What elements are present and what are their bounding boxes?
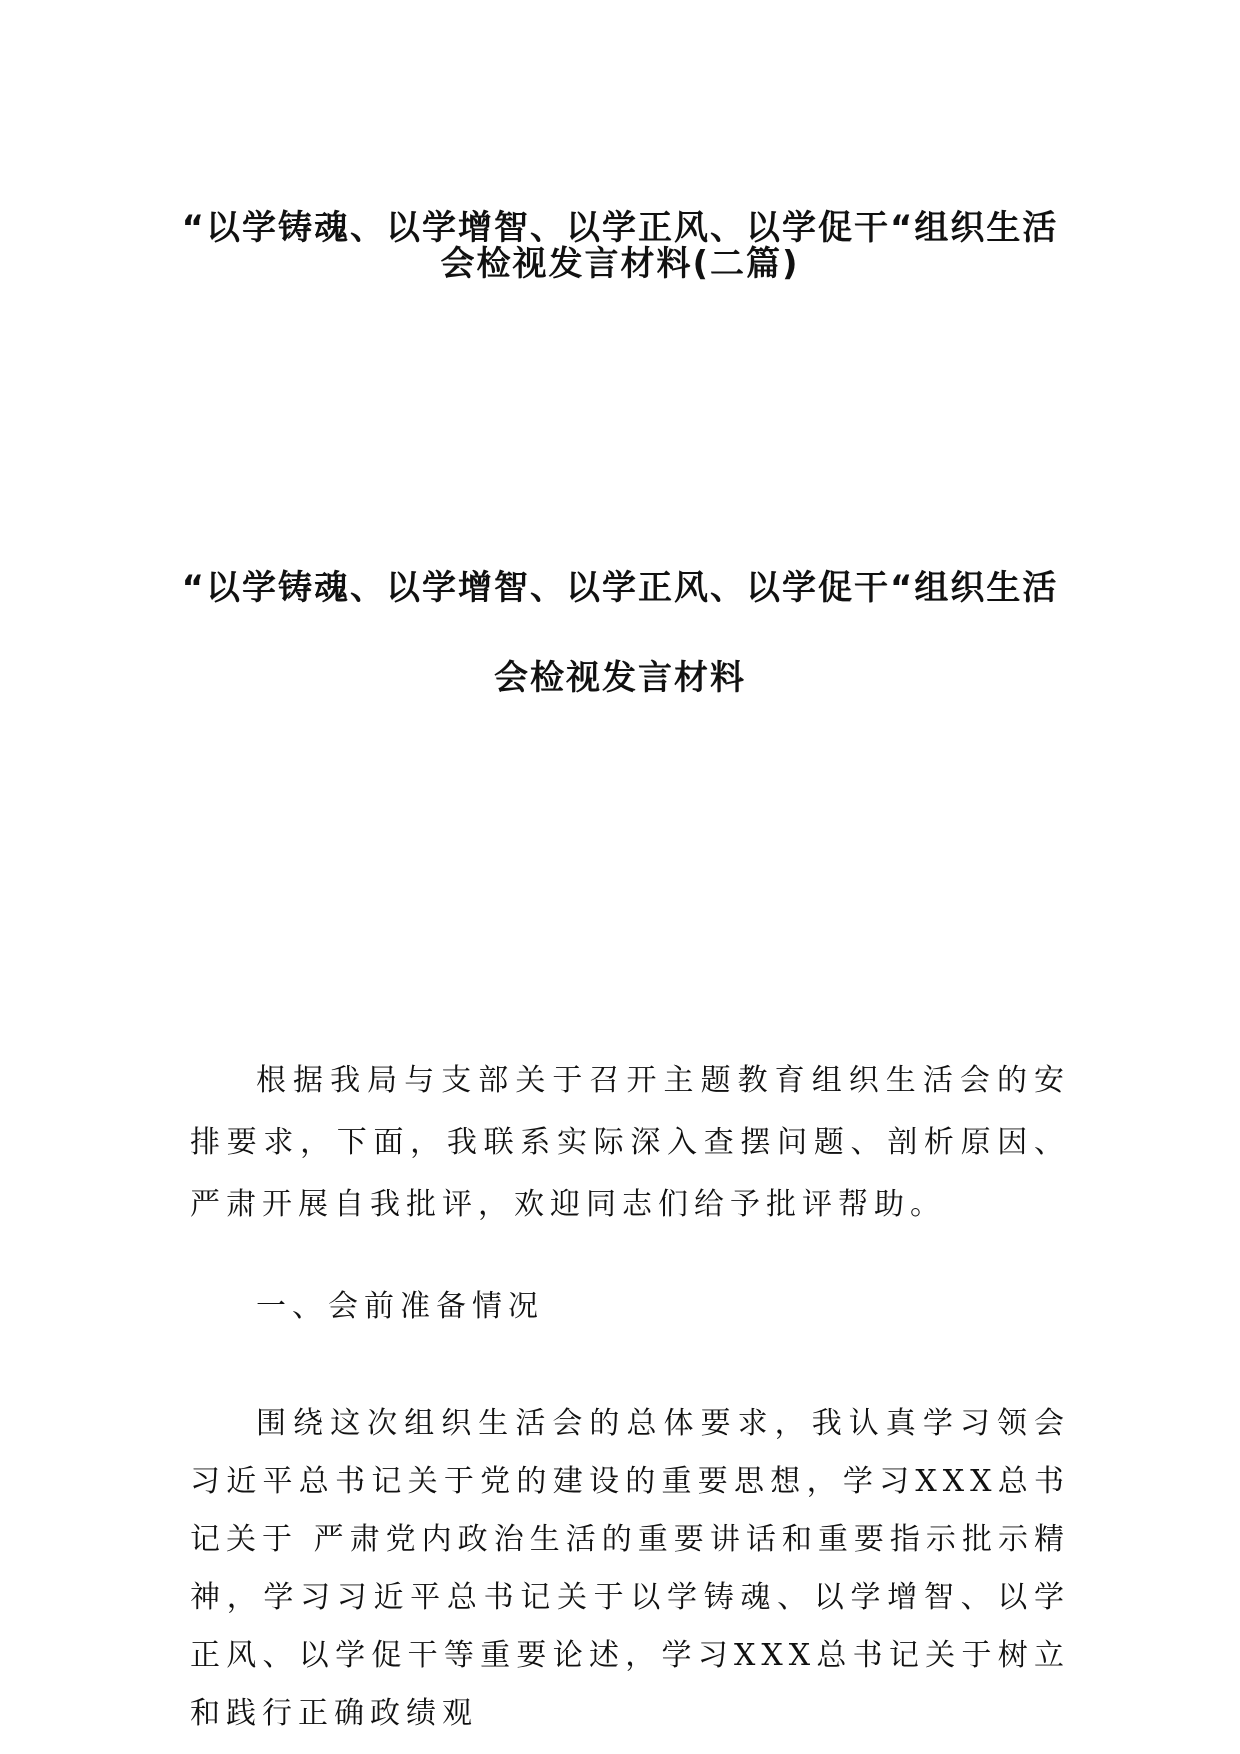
document-title-line-1: “以学铸魂、以学增智、以学正风、以学促干“组织生活 xyxy=(181,568,1059,608)
section-1-heading: 一、会前准备情况 xyxy=(256,1289,544,1324)
section-1-paragraph: 围绕这次组织生活会的总体要求，我认真学习领会习近平总书记关于党的建设的重要思想，学习XXX总书记关于 严肃党内政治生活的重要讲话和重要指示批示精神，学习习近平总书记关于以学铸魂、以学增智、以学正风、以学促干等重要论述，学习XXX总书记关于树立和践行正确政绩观 xyxy=(190,1406,1070,1731)
cover-title-line-2: 会检视发言材料(二篇) xyxy=(440,244,800,284)
cover-title-line-1: “以学铸魂、以学增智、以学正风、以学促干“组织生活 xyxy=(181,208,1059,248)
document-title-line-2: 会检视发言材料 xyxy=(494,658,746,698)
intro-paragraph: 根据我局与支部关于召开主题教育组织生活会的安排要求，下面，我联系实际深入查摆问题、剖析原因、严肃开展自我批评，欢迎同志们给予批评帮助。 xyxy=(190,1063,1070,1222)
